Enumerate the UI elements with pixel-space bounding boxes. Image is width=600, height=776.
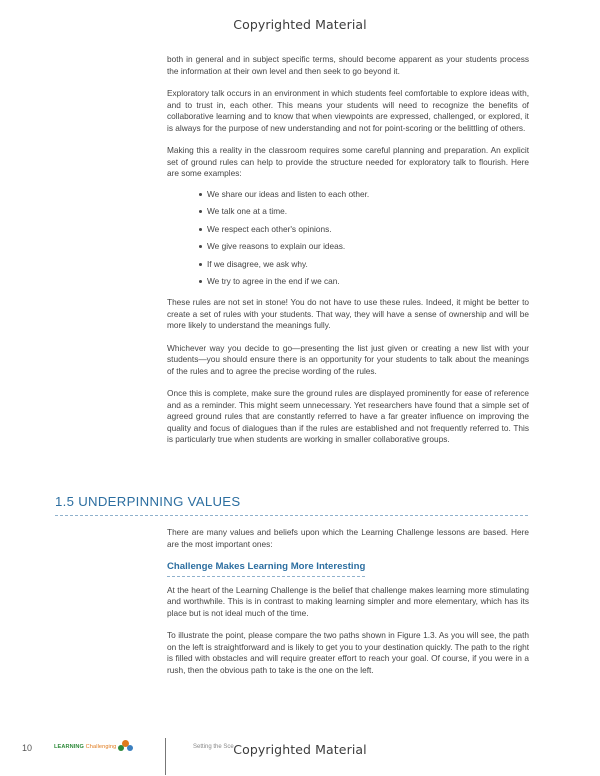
- paragraph: Whichever way you decide to go—presenting the list just given or creating a new list with your students—you should ensure there is an opportunity for your students to talk about the meanings of the rules and to agree the precise wording of the rules.: [167, 342, 529, 376]
- list-item: We try to agree in the end if we can.: [207, 276, 529, 287]
- logo-word-challenging: Challenging: [85, 744, 117, 750]
- list-item: If we disagree, we ask why.: [207, 259, 529, 270]
- page-number: 10: [22, 743, 33, 753]
- copyright-watermark-bottom: Copyrighted Material: [233, 742, 367, 757]
- main-text-top: [167, 54, 529, 457]
- list-item: We give reasons to explain our ideas.: [207, 241, 529, 252]
- section-divider: [55, 515, 528, 516]
- section-heading: 1.5 UNDERPINNING VALUES: [55, 494, 241, 509]
- paragraph: Making this a reality in the classroom requires some careful planning and preparation. An explicit set of ground rules can help to provide the structure needed for exploratory talk to flourish. Here are some examples:: [167, 145, 529, 178]
- paragraph: To illustrate the point, please compare the two paths shown in Figure 1.3. As you will see, the path on the left is straightforward and is likely to get you to your destination quickly. The path to the right is filled with obstacles and will require greater effort to reach your goal. Of course, if you were in a rush, then the obvious path to take is the one on the left.: [167, 630, 529, 675]
- section-intro: There are many values and beliefs upon which the Learning Challenge lessons are based. Here are the most important ones:: [167, 527, 529, 549]
- paragraph: Exploratory talk occurs in an environment in which students feel comfortable to explore ideas with, and to trust in, each other. This means your students will need to recognize the benefits of collaborative learning and to know that when viewpoints are expressed, challenged, or explored, it is always for the purpose of new understanding and not for point-scoring or the belittling of others.: [167, 88, 529, 133]
- paragraph: At the heart of the Learning Challenge is the belief that challenge makes learning more stimulating and worthwhile. This is in contrast to making learning simpler and more elementary, which has its place but is not ideal much of the time.: [167, 584, 529, 618]
- logo-word-learning: LEARNING: [54, 744, 85, 750]
- copyright-watermark-top: Copyrighted Material: [233, 17, 367, 32]
- list-item: We share our ideas and listen to each other.: [207, 189, 529, 200]
- paragraph: Once this is complete, make sure the ground rules are displayed prominently for ease of reference and as a reminder. This might seem unnecessary. Yet researchers have found that a simple set of agreed ground rules that are constantly referred to have a far greater influence on improving the quality and focus of dialogues than if the rules are established and not frequently referred to. This is particularly true when students are working in smaller collaborative groups.: [167, 388, 529, 445]
- sub-heading: Challenge Makes Learning More Interesting: [167, 561, 365, 577]
- list-item: We respect each other's opinions.: [207, 224, 529, 235]
- list-item: We talk one at a time.: [207, 206, 529, 217]
- paragraph: both in general and in subject specific terms, should become apparent as your students process the information at their own level and then seek to go beyond it.: [167, 54, 529, 76]
- paragraph: These rules are not set in stone! You do not have to use these rules. Indeed, it might be better to create a set of rules with your students. That way, they will have a sense of ownership and will be more likely to understand the meanings fully.: [167, 297, 529, 331]
- chapter-title: Setting the Sce: [193, 744, 234, 750]
- main-text-section: [167, 527, 529, 687]
- ground-rules-list: [167, 189, 529, 288]
